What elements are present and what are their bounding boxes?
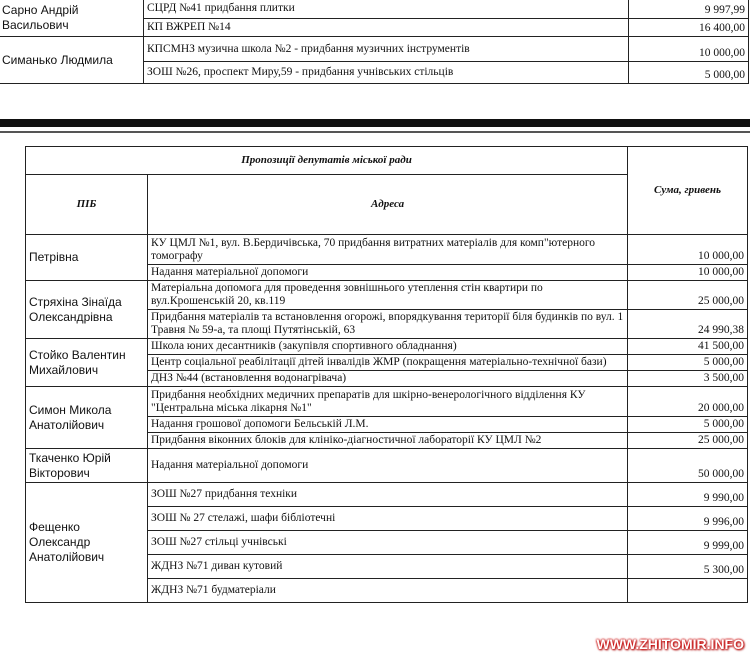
deputy-name: Фещенко Олександр Анатолійович	[26, 483, 148, 603]
address-cell: Придбання матеріалів та встановлення огорожі, впорядкування території біля будинків по вул. 1 Травня № 59-а, та площі Путятінській, 63	[148, 310, 628, 339]
deputy-name: Симон Микола Анатолійович	[26, 387, 148, 449]
address-cell: Центр соціальної реабілітації дітей інвалідів ЖМР (покращення матеріально-технічної бази)	[148, 355, 628, 371]
sum-cell: 9 999,00	[628, 531, 748, 555]
sum-cell: 10 000,00	[629, 37, 749, 62]
table-row	[26, 387, 748, 417]
sum-cell: 25 000,00	[628, 281, 748, 310]
sum-cell: 3 500,00	[628, 371, 748, 387]
table-row	[26, 449, 748, 483]
address-cell: СЦРД №41 придбання плитки	[144, 0, 629, 19]
sum-cell: 9 990,00	[628, 483, 748, 507]
address-cell: ЖДНЗ №71 будматеріали	[148, 579, 628, 603]
address-cell: Придбання необхідних медичних препаратів для шкірно-венерологічного відділення КУ "Центральна міська лікарня №1"	[148, 387, 628, 417]
address-cell: КП ВЖРЕП №14	[144, 19, 629, 37]
address-cell: ЖДНЗ №71 диван кутовий	[148, 555, 628, 579]
address-cell: ЗОШ № 27 стелажі, шафи бібліотечні	[148, 507, 628, 531]
pib-header: ПІБ	[26, 175, 148, 235]
page-separator-thin	[0, 131, 750, 133]
sum-cell: 20 000,00	[628, 387, 748, 417]
table-row	[0, 0, 749, 19]
address-cell: ЗОШ №27 придбання техніки	[148, 483, 628, 507]
sum-cell	[628, 579, 748, 603]
address-cell: КУ ЦМЛ №1, вул. В.Бердичівська, 70 придбання витратних матеріалів для комп"ютерного томографу	[148, 235, 628, 265]
top-table	[0, 0, 749, 84]
address-cell: ЗОШ №26, проспект Миру,59 - придбання учнівських стільців	[144, 62, 629, 84]
sum-cell: 24 990,38	[628, 310, 748, 339]
deputy-name: Ткаченко Юрій Вікторович	[26, 449, 148, 483]
address-cell: Надання грошової допомоги Бельській Л.М.	[148, 417, 628, 433]
address-cell: ЗОШ №27 стільці учнівські	[148, 531, 628, 555]
sum-header: Сума, гривень	[628, 147, 748, 235]
proposals-table	[25, 146, 748, 603]
sum-cell: 5 000,00	[628, 417, 748, 433]
sum-cell: 10 000,00	[628, 265, 748, 281]
address-cell: КПСМНЗ музична школа №2 - придбання музичних інструментів	[144, 37, 629, 62]
table-row	[26, 339, 748, 355]
sum-cell: 5 000,00	[628, 355, 748, 371]
sum-cell: 9 996,00	[628, 507, 748, 531]
sum-cell: 10 000,00	[628, 235, 748, 265]
table-row	[26, 235, 748, 265]
deputy-name: Сарно Андрій Васильович	[0, 0, 144, 37]
deputy-name: Стряхіна Зінаїда Олександрівна	[26, 281, 148, 339]
table-row	[26, 281, 748, 310]
sum-cell: 16 400,00	[629, 19, 749, 37]
sum-cell: 25 000,00	[628, 433, 748, 449]
watermark-logo: WWW.ZHITOMIR.INFO	[596, 636, 744, 652]
address-cell: Надання матеріальної допомоги	[148, 449, 628, 483]
deputy-name: Стойко Валентин Михайлович	[26, 339, 148, 387]
table-row	[0, 37, 749, 62]
sum-cell: 41 500,00	[628, 339, 748, 355]
page-separator	[0, 119, 750, 127]
address-cell: Придбання віконних блоків для клініко-діагностичної лабораторії КУ ЦМЛ №2	[148, 433, 628, 449]
sum-cell: 5 300,00	[628, 555, 748, 579]
sum-cell: 5 000,00	[629, 62, 749, 84]
address-header: Адреса	[148, 175, 628, 235]
address-cell: Надання матеріальної допомоги	[148, 265, 628, 281]
address-cell: Школа юних десантників (закупівля спортивного обладнання)	[148, 339, 628, 355]
sum-cell: 50 000,00	[628, 449, 748, 483]
address-cell: ДНЗ №44 (встановлення водонагрівача)	[148, 371, 628, 387]
deputy-name: Петрівна	[26, 235, 148, 281]
sum-cell: 9 997,99	[629, 0, 749, 19]
address-cell: Матеріальна допомога для проведення зовнішнього утеплення стін квартири по вул.Крошенській 20, кв.119	[148, 281, 628, 310]
deputy-name: Симанько Людмила	[0, 37, 144, 84]
table-row	[26, 483, 748, 507]
group-header: Пропозиції депутатів міської ради	[26, 147, 628, 175]
